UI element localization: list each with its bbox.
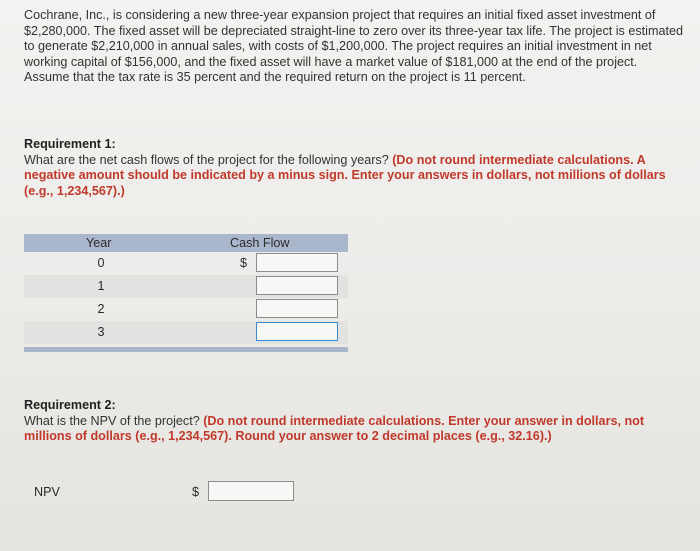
table-row xyxy=(24,275,348,298)
table-row xyxy=(24,321,348,344)
cash-flow-input-year-0[interactable] xyxy=(256,253,338,272)
year-label: 3 xyxy=(97,325,105,339)
cash-flow-table xyxy=(24,234,348,352)
requirement-1-question: What are the net cash flows of the project for the following years? xyxy=(24,152,389,167)
requirement-2-title: Requirement 2: xyxy=(24,398,116,412)
npv-currency-symbol: $ xyxy=(192,485,200,499)
header-year: Year xyxy=(86,236,112,250)
table-footer xyxy=(24,347,348,352)
header-cash-flow: Cash Flow xyxy=(230,236,290,250)
requirement-2 xyxy=(24,398,684,445)
table-row xyxy=(24,252,348,275)
currency-symbol: $ xyxy=(240,256,248,270)
problem-statement: Cochrane, Inc., is considering a new three-year expansion project that requires an initial fixed asset investment of $2,280,000. The fixed asset will be depreciated straight-line to zero over its three-year tax life. The project is estimated to generate $2,210,000 in annual sales, with costs of $1,200,000. The project requires an initial investment in net working capital of $156,000, and the fixed asset will have a market value of $181,000 at the end of the project. Assume that the tax rate is 35 percent and the required return on the project is 11 percent. xyxy=(24,8,683,85)
requirement-1 xyxy=(24,137,684,199)
npv-input[interactable] xyxy=(208,481,294,501)
requirement-2-note: (Do not round intermediate calculations. Enter your answer in dollars, not millions of dollars (e.g., 1,234,567). Round your answer to 2 decimal places (e.g., 32.16).) xyxy=(24,413,645,443)
cash-flow-input-year-1[interactable] xyxy=(256,276,338,295)
year-label: 2 xyxy=(97,302,105,316)
year-label: 1 xyxy=(97,279,105,293)
requirement-2-question: What is the NPV of the project? xyxy=(24,413,200,428)
requirement-1-note: (Do not round intermediate calculations. A negative amount should be indicated by a minus sign. Enter your answers in dollars, not millions of dollars (e.g., 1,234,567).) xyxy=(24,152,666,198)
cash-flow-input-year-2[interactable] xyxy=(256,299,338,318)
table-row xyxy=(24,298,348,321)
requirement-1-title: Requirement 1: xyxy=(24,137,116,151)
npv-label: NPV xyxy=(34,485,60,499)
year-label: 0 xyxy=(97,256,105,270)
table-header xyxy=(24,234,348,252)
cash-flow-input-year-3[interactable] xyxy=(256,322,338,341)
npv-row xyxy=(24,478,296,504)
